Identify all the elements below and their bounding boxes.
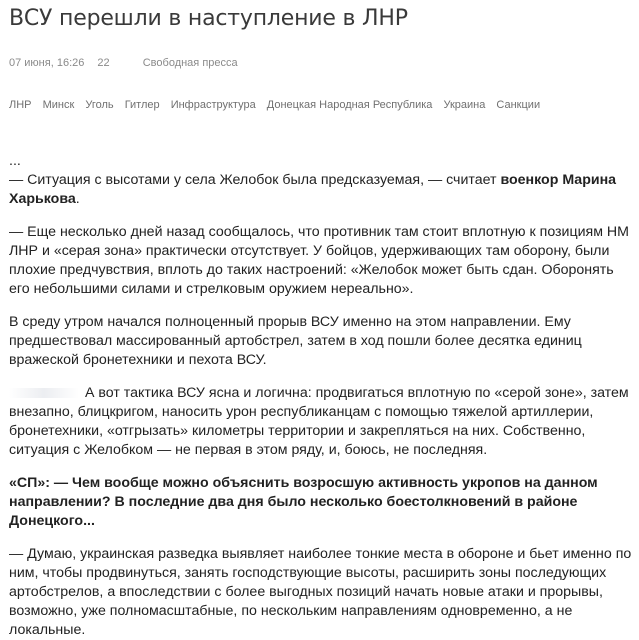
tag-lnr[interactable]: ЛНР	[9, 99, 32, 111]
paragraph-3: В среду утром начался полноценный прорыв ВСУ именно на этом направлении. Ему предшествовал массированный артобстрел, затем в ход пошли более десятка единиц вражеской бронетехники и пехота ВСУ.	[9, 314, 582, 368]
article-title: ВСУ перешли в наступление в ЛНР	[9, 6, 408, 31]
paragraph-1-text: — Ситуация с высотами у села Желобок была предсказуемая, — считает	[9, 172, 501, 188]
tag-list	[9, 99, 548, 111]
paragraph-4	[9, 384, 635, 460]
interview-question: «СП»: — Чем вообще можно объяснить возросшую активность укропов на данном направлении? В последние два дня было несколько боестолкновений в районе Донецкого...	[9, 475, 598, 529]
view-count: 22	[97, 57, 110, 69]
tag-hitler[interactable]: Гитлер	[124, 99, 160, 111]
paragraph-2: — Еще несколько дней назад сообщалось, что противник там стоит вплотную к позициям НМ ЛНР и «серая зона» практически отсутствует. У бойцов, удерживающих там оборону, были плохие предчувствия, вплоть до таких настроений: «Желобок может быть сдан. Оборонять его небольшими силами и стрелковым оружием нереально».	[9, 224, 629, 297]
tag-sanctions[interactable]: Санкции	[496, 99, 541, 111]
tag-minsk[interactable]: Минск	[42, 99, 75, 111]
source-link[interactable]: Свободная пресса	[142, 57, 238, 69]
ellipsis: ...	[9, 153, 21, 169]
tag-ukraine[interactable]: Украина	[443, 99, 486, 111]
paragraph-1	[9, 171, 635, 209]
tag-coal[interactable]: Уголь	[85, 99, 114, 111]
paragraph-4-text: А вот тактика ВСУ ясна и логична: продвигаться вплотную по «серой зоне», затем внезапно, блицкригом, наносить урон республиканцам с помощью тяжелой артиллерии, бронетехники, «отгрызать» километры территории и закрепляться на них. Собственно, ситуация с Желобком — не первая в этом ряду, и, боюсь, не последняя.	[9, 385, 629, 458]
author-name: военкор Марина Харькова	[9, 172, 617, 207]
tag-dnr[interactable]: Донецкая Народная Республика	[266, 99, 433, 111]
article-body	[9, 152, 635, 640]
paragraph-1-end: .	[75, 191, 80, 207]
paragraph-5: — Думаю, украинская разведка выявляет наиболее тонкие места в обороне и бьет именно по ним, чтобы продвинуться, занять господствующие высоты, расширить зоны последующих артобстрелов, а впоследствии с более выгодных позиций начать новые атаки и прорывы, возможно, уже полномасштабные, по нескольким направлениям одновременно, а не локальные.	[9, 546, 632, 638]
blurred-inline-ad	[9, 388, 79, 398]
tag-infrastructure[interactable]: Инфраструктура	[170, 99, 256, 111]
article-meta	[9, 57, 238, 69]
publish-date: 07 июня, 16:26	[9, 57, 85, 69]
